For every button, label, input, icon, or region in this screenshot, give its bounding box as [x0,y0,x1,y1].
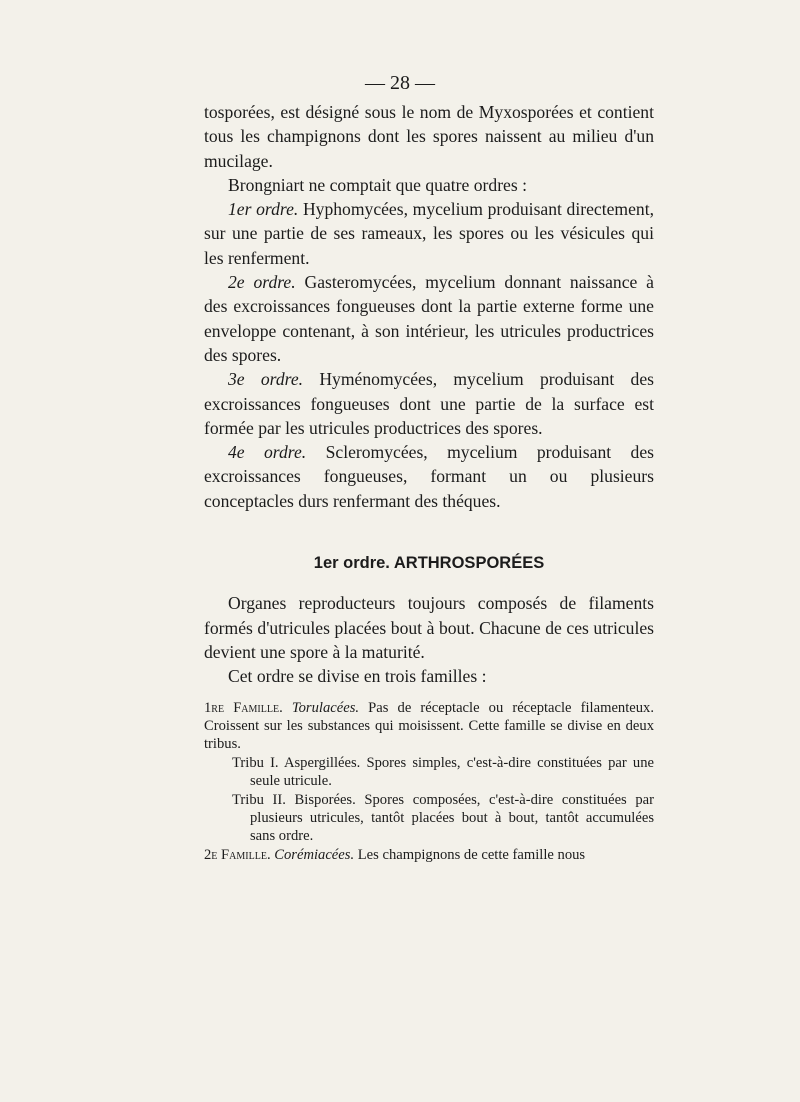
families-list [204,699,654,865]
tribu-2-label: Tribu II. [232,791,286,808]
section-title: 1er ordre. ARTHROSPORÉES [313,554,545,573]
order-4-label: 4e ordre. [228,442,307,463]
order-4-text: Scleromycées, mycelium produisant des excroissances fongueuses, formant un ou plusieurs conceptacles durs renfermant des théques. [204,442,654,511]
paragraph-order-2 [204,270,654,367]
paragraph-section-description: Organes reproducteurs toujours composés de filaments formés d'utricules placées bout à bout. Chacune de ces utricules devient une spore à la maturité. [204,593,654,662]
family-1-name: Torulacées. [291,699,360,716]
page-number: — 28 — [365,72,435,94]
order-3-label: 3e ordre. [228,369,304,390]
tribu-1-text: Aspergillées. Spores simples, c'est-à-dire constituées par une seule utricule. [250,754,654,790]
paragraph-order-3 [204,367,654,440]
order-2-text: Gasteromycées, mycelium donnant naissance à des excroissances fongueuses dont la partie externe forme une enveloppe contenant, à son intérieur, les utricules productrices des spores. [204,272,654,365]
paragraph-order-4 [204,440,654,513]
tribu-1-label: Tribu I. [232,754,279,771]
tribu-2 [204,791,654,846]
family-2-label: 2e Famille. [204,846,271,863]
paragraph-families-intro: Cet ordre se divise en trois familles : [228,666,487,687]
family-1-label: 1re Famille. [204,699,283,716]
tribu-2-text: Bisporées. Spores composées, c'est-à-dire constituées par plusieurs utricules, tantôt placées bout à bout, tantôt accumulées sans ordre. [250,791,655,845]
order-2-label: 2e ordre. [228,272,296,293]
family-2-text: Les champignons de cette famille nous [354,846,586,863]
page-body [204,100,654,864]
family-2-name: Corémiacées. [274,846,355,863]
order-1-label: 1er ordre. [228,199,299,220]
order-1-text: Hyphomycées, mycelium produisant directement, sur une partie de ses rameaux, les spores ou les vésicules qui les renferment. [204,199,654,268]
paragraph-order-1 [204,197,654,270]
tribu-1 [204,754,654,791]
family-2 [204,846,654,864]
paragraph-orders-intro: Brongniart ne comptait que quatre ordres : [228,174,527,195]
paragraph-continuation: tosporées, est désigné sous le nom de Myxosporées et contient tous les champignons dont les spores naissent au milieu d'un mucilage. [204,102,654,171]
order-3-text: Hyménomycées, mycelium produisant des excroissances fongueuses dont une partie de la surface est formée par les utricules productrices des spores. [204,369,654,438]
family-1 [204,699,654,754]
family-1-text: Pas de réceptacle ou réceptacle filamenteux. Croissent sur les substances qui moisissent. Cette famille se divise en deux tribus. [204,699,654,753]
